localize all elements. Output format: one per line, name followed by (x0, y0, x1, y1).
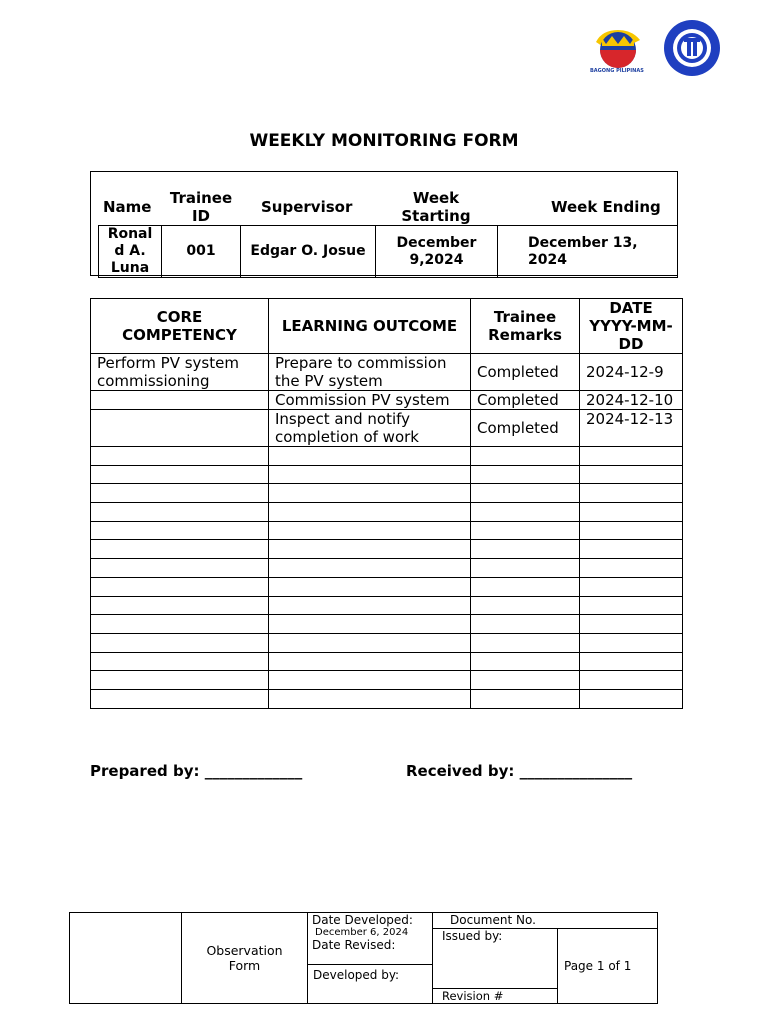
date-cell: 2024-12-13 (580, 410, 683, 447)
empty-cell (91, 540, 269, 559)
empty-cell (580, 615, 683, 634)
core-competency-cell: Perform PV system commissioning (91, 354, 269, 391)
empty-cell (269, 652, 471, 671)
competency-table (90, 298, 683, 709)
remarks-cell: Completed (471, 410, 580, 447)
trainee-info-values (98, 225, 678, 278)
page-title: WEEKLY MONITORING FORM (249, 131, 519, 151)
learning-outcome-cell: Inspect and notify completion of work (269, 410, 471, 447)
empty-cell (580, 503, 683, 522)
table-row-empty (91, 652, 683, 671)
empty-cell (580, 540, 683, 559)
empty-cell (580, 689, 683, 708)
empty-cell (269, 671, 471, 690)
empty-cell (91, 577, 269, 596)
table-row-empty (91, 615, 683, 634)
empty-cell (471, 447, 580, 466)
week-starting-header: Week Starting (401, 189, 471, 225)
empty-cell (471, 577, 580, 596)
empty-cell (269, 521, 471, 540)
name-header: Name (103, 198, 152, 216)
developed-by-cell: Developed by: (308, 965, 433, 1004)
empty-cell (91, 596, 269, 615)
empty-cell (269, 503, 471, 522)
empty-cell (269, 596, 471, 615)
date-cell: 2024-12-9 (580, 354, 683, 391)
empty-cell (471, 465, 580, 484)
empty-cell (91, 484, 269, 503)
empty-cell (269, 559, 471, 578)
empty-cell (471, 596, 580, 615)
empty-cell (269, 465, 471, 484)
empty-cell (471, 559, 580, 578)
bagong-pilipinas-text: BAGONG PILIPINAS (590, 68, 644, 74)
remarks-cell: Completed (471, 354, 580, 391)
table-row-empty (91, 689, 683, 708)
empty-cell (269, 577, 471, 596)
supervisor-header: Supervisor (261, 198, 353, 216)
empty-cell (91, 447, 269, 466)
core-competency-cell (91, 410, 269, 447)
empty-cell (91, 465, 269, 484)
received-by-line: Received by: _______________ (406, 762, 633, 780)
empty-cell (471, 540, 580, 559)
table-row-empty (91, 521, 683, 540)
empty-cell (269, 689, 471, 708)
empty-cell (580, 559, 683, 578)
empty-cell (471, 484, 580, 503)
date-developed-label: Date Developed: (312, 913, 413, 927)
empty-cell (269, 447, 471, 466)
document-footer (69, 912, 658, 1004)
empty-cell (91, 503, 269, 522)
document-no-cell: Document No. (433, 913, 658, 929)
empty-cell (91, 521, 269, 540)
week-ending-header: Week Ending (551, 198, 661, 216)
table-row (91, 410, 683, 447)
date-revised-label: Date Revised: (312, 938, 396, 952)
trainee-info-box (90, 171, 678, 276)
trainee-id-header: Trainee ID (169, 189, 233, 225)
date-cell: 2024-12-10 (580, 391, 683, 410)
learning-outcome-header: LEARNING OUTCOME (269, 299, 471, 354)
core-competency-cell (91, 391, 269, 410)
table-row-empty (91, 671, 683, 690)
empty-cell (471, 652, 580, 671)
table-row-empty (91, 484, 683, 503)
form-name-cell: Observation Form (182, 913, 308, 1004)
learning-outcome-cell: Prepare to commission the PV system (269, 354, 471, 391)
header-logos (588, 16, 728, 76)
empty-cell (580, 633, 683, 652)
empty-cell (471, 633, 580, 652)
empty-cell (471, 521, 580, 540)
empty-cell (91, 689, 269, 708)
table-row-empty (91, 596, 683, 615)
table-row-empty (91, 633, 683, 652)
remarks-cell: Completed (471, 391, 580, 410)
supervisor-value: Edgar O. Josue (241, 226, 376, 278)
empty-cell (269, 615, 471, 634)
week-ending-value: December 13, 2024 (498, 226, 678, 278)
empty-cell (471, 503, 580, 522)
table-row (91, 354, 683, 391)
empty-cell (91, 633, 269, 652)
bagong-pilipinas-logo (588, 16, 728, 76)
empty-cell (580, 596, 683, 615)
core-competency-header: CORE COMPETENCY (91, 299, 269, 354)
revision-cell: Revision # (433, 989, 558, 1004)
footer-logo-cell (70, 913, 182, 1004)
empty-cell (269, 540, 471, 559)
name-value: Ronal d A. Luna (99, 226, 162, 278)
trainee-remarks-header: Trainee Remarks (471, 299, 580, 354)
table-row (91, 391, 683, 410)
empty-cell (580, 577, 683, 596)
issued-by-cell: Issued by: (433, 929, 558, 989)
date-developed-cell (308, 913, 433, 965)
table-row-empty (91, 540, 683, 559)
empty-cell (91, 559, 269, 578)
empty-cell (91, 671, 269, 690)
date-header: DATE YYYY-MM- DD (580, 299, 683, 354)
empty-cell (269, 633, 471, 652)
table-row-empty (91, 465, 683, 484)
table-row-empty (91, 577, 683, 596)
empty-cell (580, 484, 683, 503)
table-row-empty (91, 503, 683, 522)
week-starting-value: December 9,2024 (376, 226, 498, 278)
date-developed-value: December 6, 2024 (315, 927, 409, 938)
empty-cell (471, 671, 580, 690)
empty-cell (91, 652, 269, 671)
empty-cell (91, 615, 269, 634)
empty-cell (580, 521, 683, 540)
learning-outcome-cell: Commission PV system (269, 391, 471, 410)
empty-cell (580, 671, 683, 690)
empty-cell (471, 615, 580, 634)
table-row-empty (91, 447, 683, 466)
page-number-cell: Page 1 of 1 (558, 929, 658, 1004)
empty-cell (580, 465, 683, 484)
empty-cell (471, 689, 580, 708)
table-row-empty (91, 559, 683, 578)
empty-cell (580, 652, 683, 671)
empty-cell (269, 484, 471, 503)
empty-cell (580, 447, 683, 466)
trainee-id-value: 001 (162, 226, 241, 278)
prepared-by-line: Prepared by: _____________ (90, 762, 303, 780)
table-header-row (91, 299, 683, 354)
